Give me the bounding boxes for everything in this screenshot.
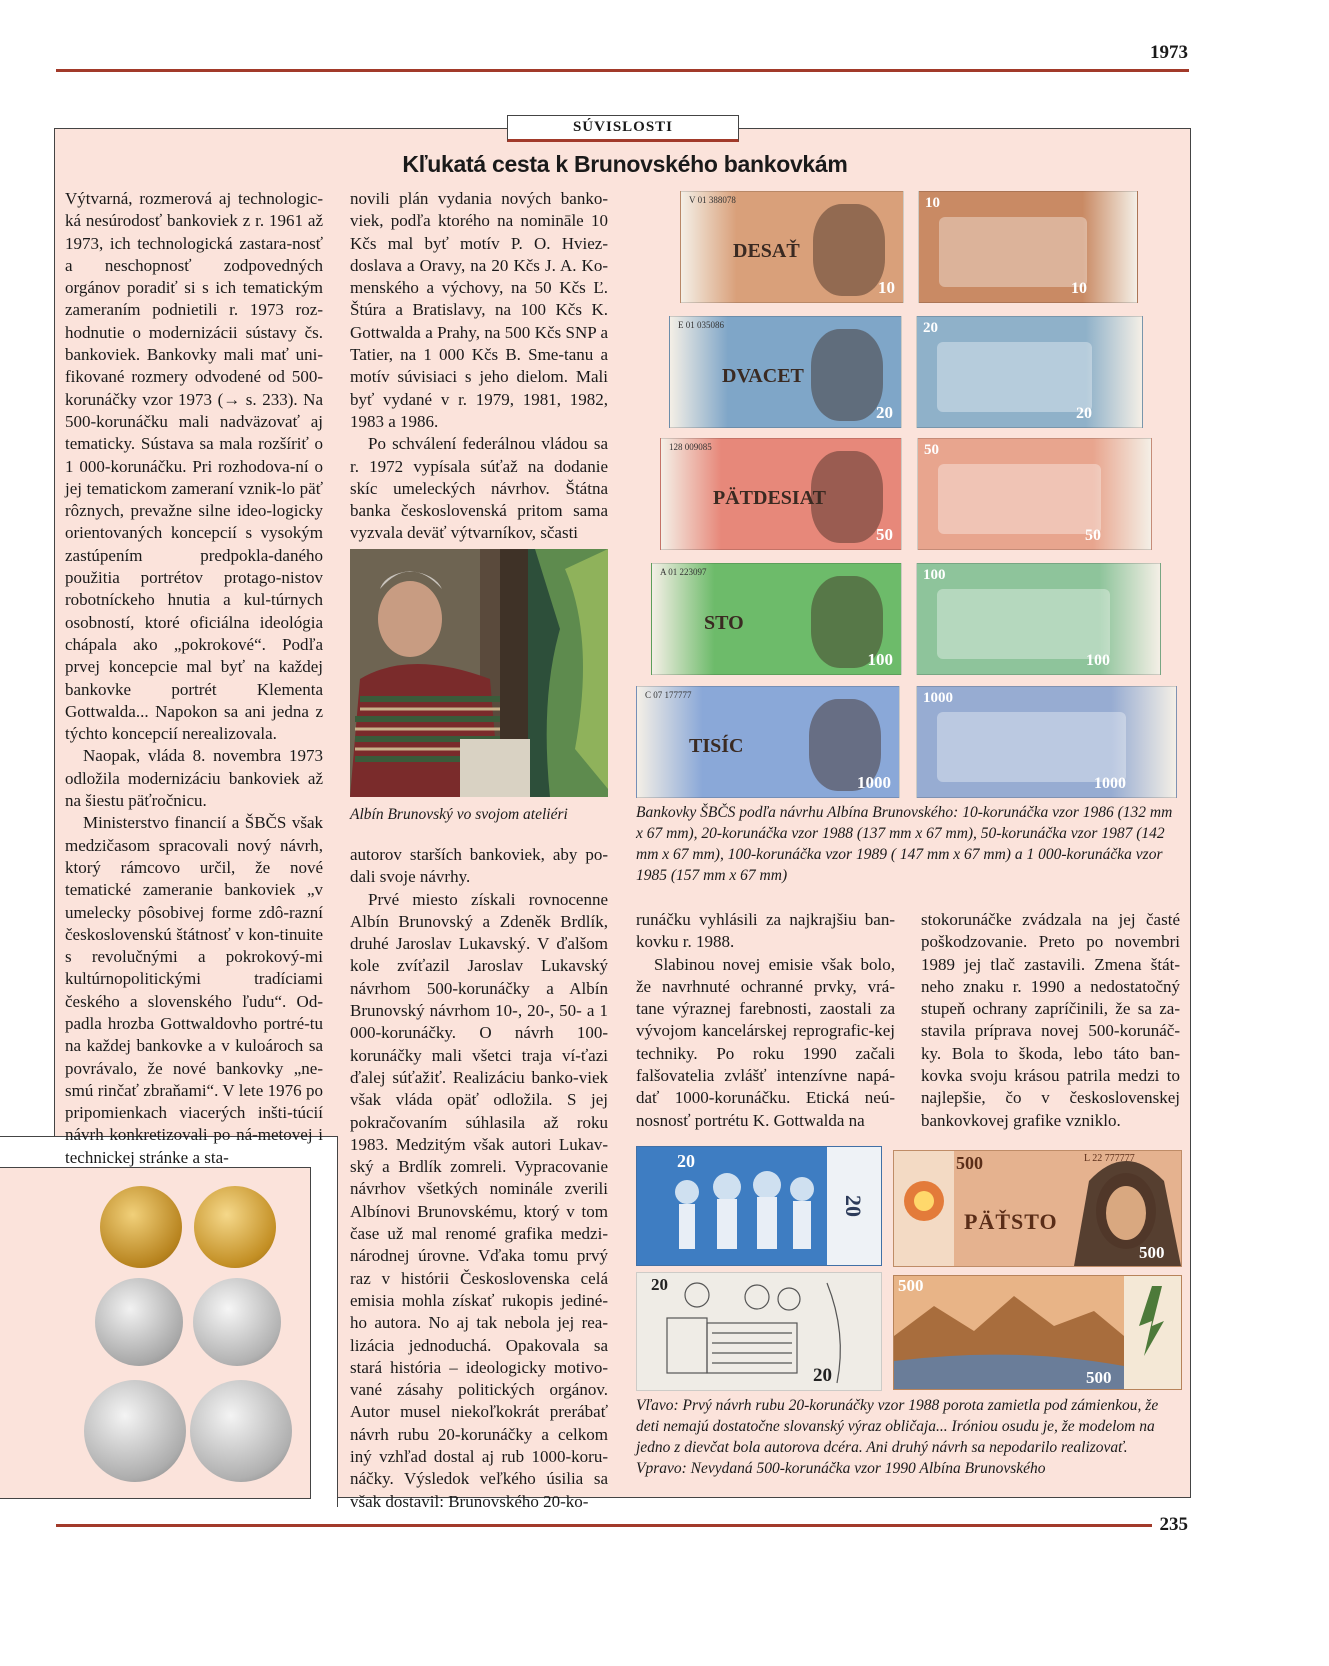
coin-gold-20 [194, 1186, 276, 1268]
banknote-serial: V 01 388078 [689, 195, 736, 205]
coin-large-2 [190, 1380, 292, 1482]
banknote-back-denomination: 1000 [923, 690, 953, 706]
running-head-year: 1973 [1150, 42, 1188, 63]
draft-500-word: PÄŤSTO [964, 1209, 1058, 1234]
draft-20-back-sketch [636, 1272, 882, 1391]
draft-500-back-denomination: 500 [898, 1276, 924, 1295]
paragraph: Naopak, vláda 8. novembra 1973 odložila modernizáciu bankoviek až na šiestu päťročnicu. [65, 746, 323, 811]
paragraph: novili plán vydania nových banko-viek, podľa ktorého na nomināle 10 Kčs mal byť motív P. O. Hviez-doslava a Oravy, na 20 Kčs J. A. Ko-menského a výchovy, na 50 Kčs Ľ. Štúra a Bratislavy, na 100 Kčs K. Gottwalda a Prahy, na 500 Kčs SNP a Tatier, na 1 000 Kčs B. Sme-tanu a motív súvisiaci s jeho dielom. Mali byť vydané v r. 1979, 1981, 1982, 1983 a 1986. [350, 189, 608, 431]
drafts-caption: Vľavo: Prvý návrh rubu 20-korunáčky vzor 1988 porota zamietla pod zámienkou, že deti nemajú dostatočne slovanský výraz obličaja... Iróniou osudu je, že modelom na jedno z dievčat bola autorova dcéra. Ani druhý návrh sa nepodarilo realizovať. Vpravo: Nevydaná 500-korunáčka vzor 1990 Albína Brunovského [636, 1397, 1159, 1477]
draft-20-denomination: 20 [677, 1151, 695, 1171]
section-tag: SÚVISLOSTI [507, 115, 739, 142]
landscape-motif [938, 464, 1101, 534]
banknote-front-10 [680, 191, 904, 303]
banknote-back-50 [917, 438, 1152, 550]
paragraph: autorov starších bankoviek, aby po-dali svoje návrhy. [350, 845, 608, 887]
banknote-serial: E 01 035086 [678, 320, 724, 330]
banknote-back-100 [916, 563, 1161, 675]
banknote-back-denomination: 50 [924, 442, 939, 458]
article-column-1 [65, 188, 323, 1169]
coins-photo [0, 1167, 311, 1499]
article-column-2-bottom [350, 844, 608, 1513]
draft-500-front [893, 1150, 1182, 1267]
portrait-oval [811, 329, 883, 421]
landscape-motif [937, 712, 1126, 782]
banknote-serial: 128 009085 [669, 442, 712, 452]
draft-500-denomination-corner: 500 [1139, 1243, 1165, 1262]
banknote-back-denomination: 100 [923, 567, 946, 583]
banknote-front-20 [669, 316, 902, 428]
draft-500-denomination: 500 [956, 1153, 983, 1173]
banknote-front-50 [660, 438, 902, 550]
article-title: Kľukatá cesta k Brunovského bankovkám [402, 151, 848, 177]
coin-large-crest [84, 1380, 186, 1482]
banknote-front-1000 [636, 686, 900, 798]
paragraph: Ministerstvo financií a ŠBČS však medzičasom spracovali nový návrh, ktorý rámcovo určil, že nové tematické zameranie bankoviek „v umelecky pôsobivej forme zdô-razní československú štátnosť v kon-tinuite s revolučnými a pokrokový-mi kultúrnopolitickými tradíciami českého a slovenského ľudu“. Od-padla hrozba Gottwaldovho portré-tu na každej bankovke a v kuloároch sa povrávalo, že nové bankovky „ne-smú rinčať zbraňami“. V lete 1976 po pripomienkach viacerých inšti-túcií návrh konkretizovali po ná-metovej i technickej stránke a sta- [65, 813, 323, 1167]
landscape-motif [937, 342, 1092, 412]
draft-20-sketch-denomination-corner: 20 [813, 1365, 832, 1386]
article-column-3 [636, 909, 895, 1132]
draft-500-serial: L 22 777777 [1084, 1153, 1135, 1164]
banknote-back-10 [918, 191, 1138, 303]
banknote-back-denomination-corner: 20 [1076, 405, 1092, 422]
paragraph: Slabinou novej emisie však bolo, že navrhnuté ochranné prvky, vrá-tane výraznej farebnosti, zaostali za vývojom kancelárskej reprografic-kej techniky. Po roku 1990 začali falšovatelia zvlášť intenzívne napá-dať 1000-korunáčku. Etická neú-nosnosť portrétu K. Gottwalda na [636, 954, 895, 1130]
banknote-denomination: 100 [867, 650, 893, 669]
draft-20-sketch-denomination: 20 [651, 1275, 668, 1294]
banknote-word: DESAŤ [733, 240, 800, 262]
footer-rule [56, 1524, 1152, 1527]
portrait-caption: Albín Brunovský vo svojom ateliéri [350, 806, 568, 823]
banknote-denomination: 20 [876, 403, 893, 422]
artist-portrait-photo [350, 549, 608, 797]
banknote-serial: C 07 177777 [645, 690, 692, 700]
banknote-back-denomination: 20 [923, 320, 938, 336]
banknote-back-denomination-corner: 100 [1086, 652, 1110, 669]
landscape-motif [939, 217, 1087, 287]
banknote-denomination: 10 [878, 278, 895, 297]
banknote-front-100 [651, 563, 902, 675]
page-number: 235 [1159, 1514, 1188, 1535]
landscape-motif [937, 589, 1110, 659]
draft-500-back [893, 1275, 1182, 1390]
coin-silver-crest [95, 1278, 183, 1366]
draft-20-back-color [636, 1146, 882, 1266]
article-column-2-top [350, 188, 608, 545]
paragraph: stokorunáčke zvádzala na jej časté poškodzovanie. Preto po novembri 1989 jej tlač zastavili. Zmena štát-neho znaku r. 1990 a nedostatočný stupeň ochrany zapríčinili, že sa za-stavila príprava novej 500-korunáč-ky. Bola to škoda, lebo táto ban-kovka svoju krásou patrila medzi to najlepšie, čo v československej bankovkovej grafike vzniklo. [921, 910, 1180, 1130]
banknote-word: TISÍC [689, 735, 744, 757]
banknotes-caption: Bankovky ŠBČS podľa návrhu Albína Brunovského: 10-korunáčka vzor 1986 (132 mm x 67 mm), 20-korunáčka vzor 1988 (137 mm x 67 mm), 50-korunáčka vzor 1987 (142 mm x 67 mm), 100-korunáčka vzor 1989 ( 147 mm x 67 mm) a 1 000-korunáčka vzor 1985 (157 mm x 67 mm) [636, 804, 1173, 884]
coin-silver-50 [193, 1278, 281, 1366]
banknote-back-1000 [916, 686, 1177, 798]
banknote-word: PÄTDESIAT [713, 487, 826, 509]
banknote-back-denomination-corner: 1000 [1094, 775, 1126, 792]
banknote-word: DVACET [722, 365, 804, 387]
article-column-4 [921, 909, 1180, 1132]
portrait-oval [813, 204, 885, 296]
banknote-back-denomination-corner: 10 [1071, 280, 1087, 297]
banknote-back-denomination-corner: 50 [1085, 527, 1101, 544]
paragraph: Po schválení federálnou vládou sa r. 1972 vypísala súťaž na dodanie skíc umeleckých návrhov. Štátna banka československá pritom sama vyzvala deväť výtvarníkov, sčasti [350, 434, 608, 543]
paragraph: Výtvarná, rozmerová aj technologic-ká nesúrodosť bankoviek z r. 1961 až 1973, ich technologická zastara-nosť a neschopnosť zodpovedných orgánov poradiť si s ich tematickým zameraním podnietili r. 1973 roz-hodnutie o modernizácii sústavy čs. bankoviek. Bankovky mali mať uni-fikované rozmery odvodené od 500-korunáčky vzor 1973 (→ s. 233). Na 500-korunáčku mali nadväzovať aj tematicky. Sústava sa mala rozšíriť o 1 000-korunáčku. Pri rozhodova-ní o jej tematickom zameraní vznik-lo päť rôznych, prevažne silne ideo-logicky orientovaných koncepcií s vysokým zastúpením predpokla-daného použitia portrétov protago-nistov robotníckeho hnutia a kul-túrnych osobností, ktoré oficiálna ideológia chápala ako „pokrokové“. Podľa prvej koncepcie mal byť na každej bankovke portrét Klementa Gottwalda... Napokon sa ani jedna z týchto koncepcií nerealizovala. [65, 189, 323, 744]
coin-gold-crest [100, 1186, 182, 1268]
header-rule [56, 69, 1189, 72]
draft-20-denomination-side: 20 [841, 1195, 866, 1217]
draft-500-back-denomination-corner: 500 [1086, 1368, 1112, 1387]
banknote-back-20 [916, 316, 1143, 428]
banknote-word: STO [704, 612, 744, 634]
banknote-denomination: 1000 [857, 773, 891, 792]
banknote-serial: A 01 223097 [660, 567, 707, 577]
banknote-denomination: 50 [876, 525, 893, 544]
paragraph: runáčku vyhlásili za najkrajšiu ban-kovku r. 1988. [636, 910, 895, 952]
paragraph: Prvé miesto získali rovnocenne Albín Brunovský a Zdeněk Brdlík, druhé Jaroslav Lukavský. V ďalšom kole zvíťazil Jaroslav Lukavský návrhom 500-korunáčky a Albín Brunovský návrhom 10-, 20-, 50- a 1 000-korunáčky. O návrh 100-korunáčky mali všetci traja ví-ťazi ďalej súťažiť. Realizáciu banko-viek však vláda opäť odložila. S jej pokračovaním súhlasila až roku 1983. Medzitým však autori Lukav-ský a Brdlík zomreli. Vypracovanie návrhov všetkých nominále zverili Albínovi Brunovskému, ktorý v tom čase už mal renomé grafika medzi-národnej úrovne. Vďaka tomu prvý raz v histórii Československa celá emisia mohla získať rukopis jediné-ho autora. No aj tak nebola jej rea-lizácia jednoduchá. Opakovala sa stará história – ideologicky motivo-vané zásahy politických orgánov. Autor musel niekoľkokrát prerábať návrh rubu 20-korunáčky a celkom iný vzhľad dostal aj rub 1000-koru-náčky. Výsledok veľkého úsilia sa však dostavil: Brunovského 20-ko- [350, 889, 608, 1511]
banknote-back-denomination: 10 [925, 195, 940, 211]
